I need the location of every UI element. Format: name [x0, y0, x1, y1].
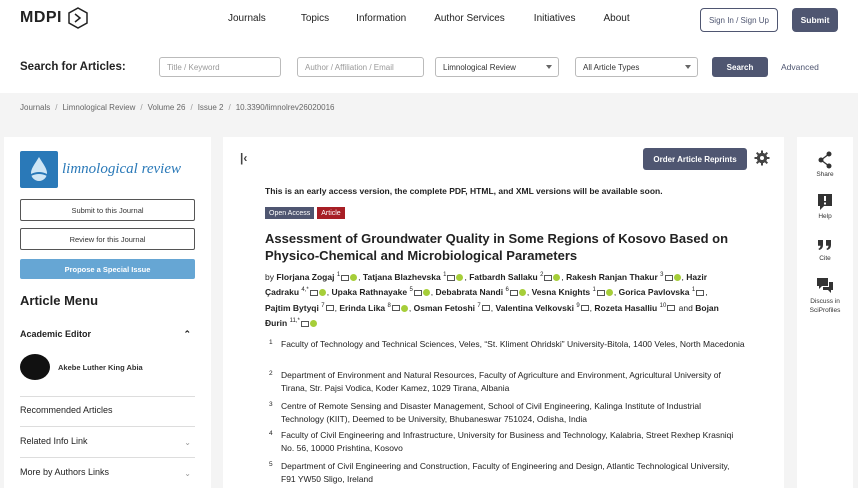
mdpi-logo[interactable] [20, 6, 90, 30]
share-label: Share [816, 171, 834, 178]
affiliation-item [265, 400, 745, 426]
editor-name[interactable]: Akebe Luther King Abia [58, 363, 143, 372]
author-name[interactable]: Vesna Knights [531, 287, 591, 298]
orcid-icon[interactable] [319, 289, 326, 296]
by-label: by [265, 271, 274, 282]
email-icon[interactable] [310, 290, 318, 296]
article-type-select[interactable] [575, 57, 698, 77]
article-main [223, 137, 784, 488]
email-icon[interactable] [597, 290, 605, 296]
orcid-icon[interactable] [456, 274, 463, 281]
author-affiliation-sup: 1 [443, 272, 447, 278]
affiliation-item [265, 460, 745, 486]
author-list: by Florjana Zogaj $^1$ , Tatjana Blazhevska $^1$ , Fatbardh Sallaku $^2$ , Rakesh Ranjan Thakur $^3$ , Hazir Çadraku $^{4,*}$ , Upaka Rathnayake $^5$ , Debabrata Nandi $^6$ , Vesna Knights $^1$ , Gorica Pavlovska $^1$ , Pajtim Bytyqi $^7$ , Erinda Lika $^8$ , Osman Fetoshi $^7$ , Valentina Velkovski $^9$ , Rozeta Hasalliu $^{10}$ and Bojan Ðurin $^{11,*}$ [265, 271, 719, 328]
author-name[interactable]: Erinda Lika [339, 302, 386, 313]
author-name[interactable]: Pajtim Bytyqi [265, 302, 319, 313]
breadcrumb-journal[interactable]: Limnological Review [62, 103, 136, 112]
affiliation-number: 5 [269, 461, 273, 468]
journal-select-value: Limnological Review [443, 62, 516, 72]
discuss-label-1: Discuss in [810, 298, 840, 305]
author-affiliation-input[interactable]: Author / Affiliation / Email [297, 57, 424, 77]
author-affiliation-sup: 1 [336, 272, 341, 278]
discussion-icon [816, 277, 834, 295]
author-name[interactable]: Gorica Pavlovska [618, 287, 690, 298]
top-nav [228, 13, 630, 24]
affiliation-text: Department of Civil Engineering and Construction, Faculty of Engineering and Design, Atlantic Technological University, F91 YW50 Sligo, Ireland [281, 461, 730, 484]
breadcrumb-issue[interactable]: Issue 2 [197, 103, 224, 112]
mdpi-hexagon-icon [66, 6, 90, 30]
related-info-toggle[interactable] [20, 436, 195, 446]
orcid-icon[interactable] [606, 289, 613, 296]
affiliation-item [265, 369, 745, 395]
share-icon [817, 151, 833, 169]
email-icon[interactable] [447, 275, 455, 281]
author-name[interactable]: Bojan Ðurin [265, 302, 719, 328]
related-info-label: Related Info Link [20, 436, 88, 446]
author-affiliation-sup: 3 [660, 272, 664, 278]
chevron-down-icon: ⌄ [184, 469, 191, 478]
orcid-icon[interactable] [423, 289, 430, 296]
author-affiliation-sup: 1 [592, 287, 596, 294]
title-keyword-input[interactable]: Title / Keyword [159, 57, 281, 77]
orcid-icon[interactable] [519, 289, 526, 296]
breadcrumb-journals[interactable]: Journals [20, 103, 51, 112]
submit-to-journal-button[interactable]: Submit to this Journal [20, 199, 195, 221]
author-name[interactable]: Rozeta Hasalliu [594, 302, 658, 313]
open-access-badge: Open Access [265, 207, 314, 219]
email-icon[interactable] [696, 290, 704, 296]
share-button[interactable] [797, 151, 853, 178]
nav-author-services[interactable]: Author Services [434, 13, 505, 24]
gear-icon[interactable] [754, 150, 770, 166]
discuss-label-2: SciProfiles [809, 307, 841, 314]
review-for-journal-button[interactable]: Review for this Journal [20, 228, 195, 250]
author-affiliation-sup: 9 [576, 302, 580, 309]
and-word: and [678, 302, 693, 313]
discuss-sciprofiles-button[interactable] [797, 277, 853, 315]
journal-logo[interactable] [20, 151, 181, 188]
affiliation-text: Department of Environment and Natural Resources, Faculty of Agriculture and Environment, Agricultural University of Tirana, Str. Pajsi Vodica, Koder Kamez, 1029 Tirana, Albania [281, 370, 721, 393]
editor-avatar [20, 354, 50, 380]
author-name[interactable]: Rakesh Ranjan Thakur [566, 271, 658, 282]
email-icon[interactable] [667, 305, 675, 311]
author-name[interactable]: Upaka Rathnayake [331, 287, 408, 298]
article-badges [265, 207, 345, 219]
quote-icon [817, 237, 833, 253]
recommended-articles-label: Recommended Articles [20, 405, 113, 415]
help-label: Help [818, 213, 832, 220]
author-name[interactable]: Fatbardh Sallaku [469, 271, 538, 282]
affiliation-number: 4 [269, 430, 273, 437]
email-icon[interactable] [301, 321, 309, 327]
academic-editor-label: Academic Editor [20, 329, 92, 339]
sign-in-button[interactable]: Sign In / Sign Up [700, 8, 778, 32]
nav-journals[interactable]: Journals [228, 13, 266, 24]
email-icon[interactable] [581, 305, 589, 311]
orcid-icon[interactable] [350, 274, 357, 281]
orcid-icon[interactable] [674, 274, 681, 281]
author-affiliation-sup: 5 [409, 287, 413, 294]
author-name[interactable]: Valentina Velkovski [495, 302, 574, 313]
help-button[interactable] [797, 193, 853, 220]
affiliation-item [265, 429, 745, 455]
email-icon[interactable] [392, 305, 400, 311]
author-affiliation-sup: 7 [477, 302, 481, 309]
submit-button[interactable]: Submit [792, 8, 838, 32]
affiliation-text: Faculty of Technology and Technical Sciences, Veles, “St. Kliment Ohridski” University-Bitola, 1400 Veles, North Macedonia [281, 339, 745, 349]
author-affiliation-sup: 2 [540, 272, 544, 278]
search-button[interactable]: Search [712, 57, 768, 77]
author-name[interactable]: Debabrata Nandi [435, 287, 504, 298]
logo-text: MDPI [20, 9, 62, 26]
email-icon[interactable] [510, 290, 518, 296]
article-menu-heading: Article Menu [20, 293, 99, 308]
author-name[interactable]: Florjana Zogaj [276, 271, 335, 282]
affiliation-number: 3 [269, 401, 273, 408]
breadcrumb-doi[interactable]: 10.3390/limnolrev26020016 [235, 103, 335, 112]
nav-information[interactable]: Information [356, 13, 407, 24]
orcid-icon[interactable] [401, 305, 408, 312]
academic-editor-toggle[interactable] [20, 329, 195, 339]
collapse-sidebar-icon[interactable]: |‹ [240, 151, 248, 165]
author-name[interactable]: Hazir Çadraku [265, 271, 708, 298]
article-type-value: All Article Types [583, 62, 640, 72]
author-affiliation-sup: 10 [659, 302, 667, 309]
more-by-authors-label: More by Authors Links [20, 467, 110, 477]
email-icon[interactable] [326, 305, 334, 311]
email-icon[interactable] [482, 305, 490, 311]
affiliation-number: 2 [269, 370, 273, 377]
author-affiliation-sup: 7 [321, 302, 325, 309]
email-icon[interactable] [414, 290, 422, 296]
help-icon [817, 193, 833, 211]
cite-label: Cite [819, 255, 831, 262]
early-access-notice: This is an early access version, the complete PDF, HTML, and XML versions will be available soon. [265, 186, 663, 196]
author-affiliation-sup: 11,* [289, 317, 300, 324]
chevron-up-icon: ⌃ [183, 329, 191, 339]
chevron-down-icon [685, 65, 691, 69]
nav-topics[interactable]: Topics [300, 13, 330, 24]
left-sidebar [4, 137, 211, 488]
orcid-icon[interactable] [310, 320, 317, 327]
cite-button[interactable] [797, 237, 853, 262]
right-toolbar [797, 137, 853, 488]
author-affiliation-sup: 6 [505, 287, 509, 294]
email-icon[interactable] [341, 275, 349, 281]
article-type-badge: Article [317, 207, 344, 219]
breadcrumb: Journals / Limnological Review / Volume 26 / Issue 2 / 10.3390/limnolrev26020016 [20, 103, 335, 112]
email-icon[interactable] [665, 275, 673, 281]
orcid-icon[interactable] [553, 274, 560, 281]
affiliation-item [265, 338, 745, 351]
top-header [0, 0, 858, 45]
affiliation-number: 1 [269, 339, 273, 346]
search-label: Search for Articles: [20, 61, 126, 73]
nav-about[interactable]: About [603, 13, 630, 24]
propose-special-issue-button[interactable]: Propose a Special Issue [20, 259, 195, 279]
email-icon[interactable] [544, 275, 552, 281]
author-affiliation-sup: 8 [387, 302, 391, 309]
search-bar [0, 45, 858, 93]
affiliation-text: Faculty of Civil Engineering and Infrastructure, University for Business and Technology, Kalabria, Street Rexhep Krasniqi No. 56, 10000 Prishtina, Kosovo [281, 430, 734, 453]
author-name[interactable]: Tatjana Blazhevska [362, 271, 441, 282]
author-name[interactable]: Osman Fetoshi [413, 302, 476, 313]
affiliation-text: Centre of Remote Sensing and Disaster Management, School of Civil Engineering, Kalinga Institute of Industrial Technology (KIIT), Deemed to be University, Bhubaneswar 751024, Odisha, India [281, 401, 702, 424]
order-reprints-button[interactable]: Order Article Reprints [643, 148, 747, 170]
more-by-authors-toggle[interactable] [20, 467, 195, 477]
recommended-articles-toggle[interactable] [20, 405, 195, 415]
journal-name: limnological review [62, 161, 182, 177]
advanced-search-link[interactable]: Advanced [781, 62, 819, 72]
author-affiliation-sup: 4,* [301, 287, 309, 294]
article-title: Assessment of Groundwater Quality in Some Regions of Kosovo Based on Physico-Chemical and Microbiological Parameters [265, 231, 729, 263]
journal-select[interactable] [435, 57, 559, 77]
chevron-down-icon: ⌄ [184, 438, 191, 447]
water-drop-icon [20, 151, 58, 188]
nav-initiatives[interactable]: Initiatives [533, 13, 576, 24]
author-affiliation-sup: 1 [691, 287, 696, 294]
breadcrumb-volume[interactable]: Volume 26 [147, 103, 186, 112]
chevron-down-icon [546, 65, 552, 69]
